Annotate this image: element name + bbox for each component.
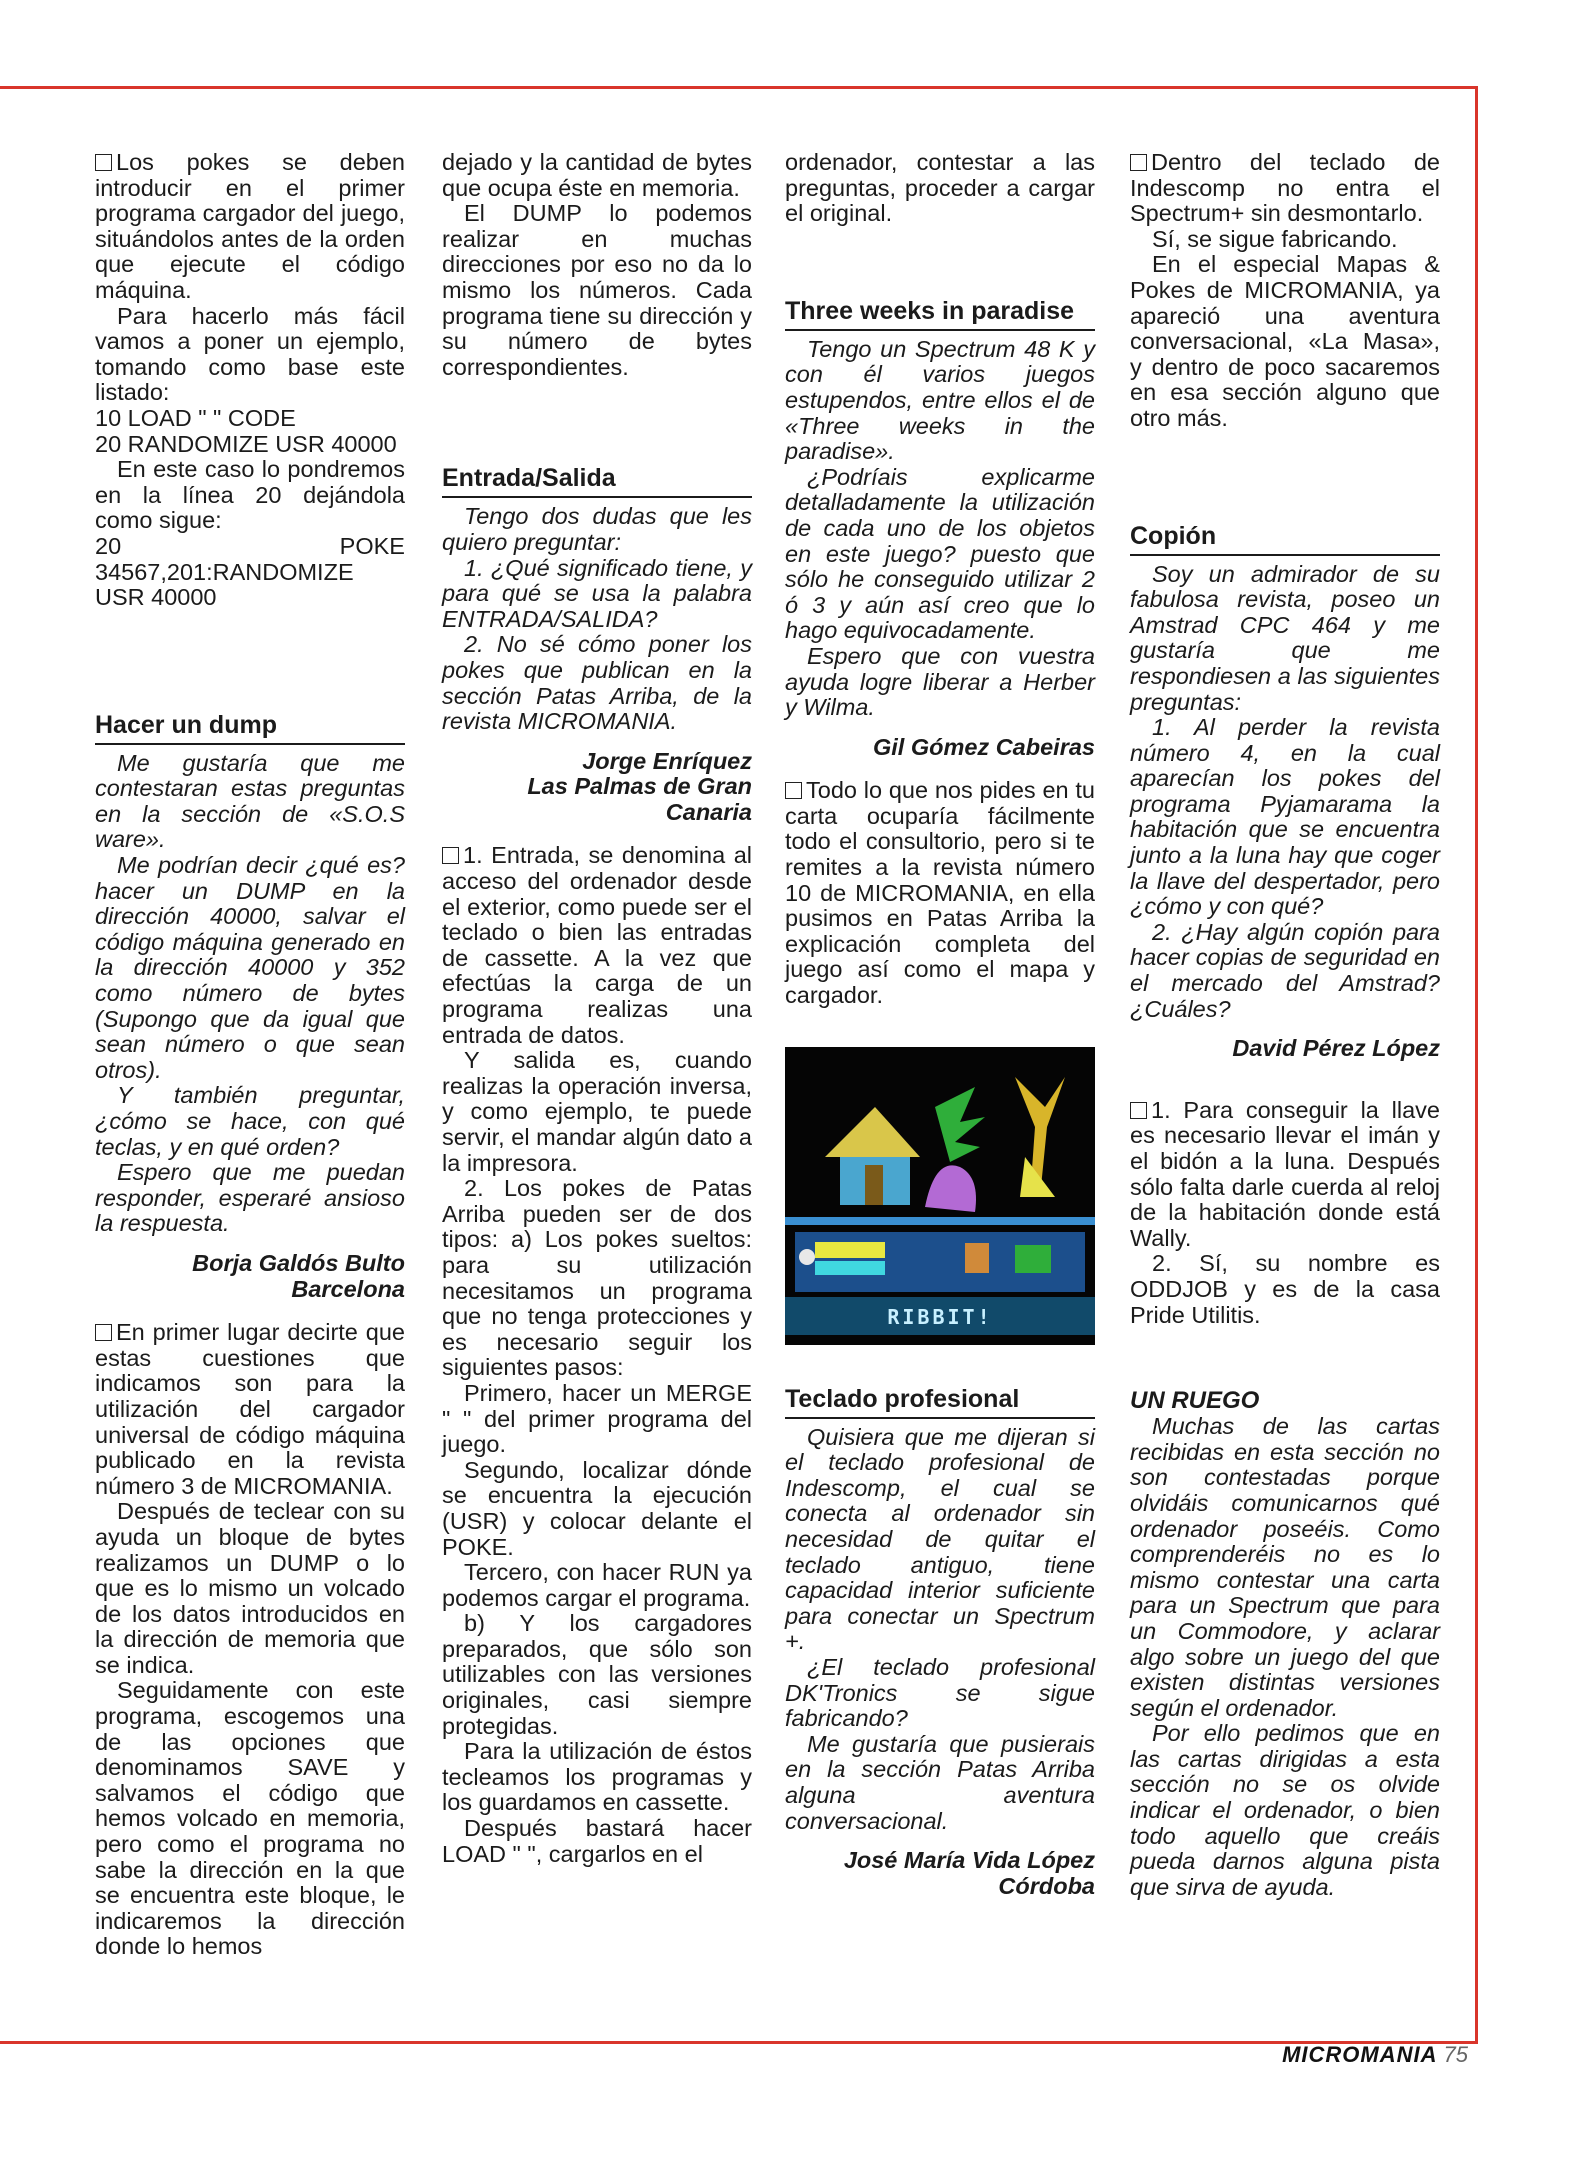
answer-box-icon bbox=[442, 847, 459, 864]
section-heading-entrada-salida: Entrada/Salida bbox=[442, 464, 752, 498]
signature: Borja Galdós Bulto Barcelona bbox=[192, 1249, 405, 1302]
column-3 bbox=[785, 150, 1095, 1899]
answer-box-icon bbox=[95, 154, 112, 171]
signature: José María Vida López Córdoba bbox=[843, 1847, 1095, 1899]
answer-paragraph: Dentro del teclado de Indescomp no entra el Spectrum+ sin desmontarlo. bbox=[1130, 149, 1440, 227]
paragraph: Para la utilización de éstos tecleamos los programas y los guardamos en cassette. bbox=[442, 1738, 752, 1816]
signature: David Pérez López bbox=[1232, 1035, 1440, 1062]
question-paragraph: Quisiera que me dijeran si el teclado profesional de Indescomp, el cual se conecta al ordenador sin necesidad de quitar el teclado antiguo, tiene capacidad interior suficiente para conectar un Spectrum +. bbox=[785, 1423, 1095, 1655]
magazine-name: MICROMANIA bbox=[1282, 2042, 1438, 2067]
code-line: 20 POKE 34567,201:RANDOMIZE USR 40000 bbox=[95, 532, 405, 611]
answer-box-icon bbox=[1130, 1102, 1147, 1119]
paragraph: 2. Sí, su nombre es ODDJOB y es de la casa Pride Utilitis. bbox=[1130, 1250, 1440, 1328]
paragraph: Primero, hacer un MERGE " " del primer programa del juego. bbox=[442, 1379, 752, 1458]
question-paragraph: Soy un admirador de su fabulosa revista, poseo un Amstrad CPC 464 y me gustaría que me respondiesen a las siguientes preguntas: bbox=[1130, 560, 1440, 715]
paragraph: ordenador, contestar a las preguntas, proceder a cargar el original. bbox=[785, 149, 1095, 227]
paragraph: Después bastará hacer LOAD " ", cargarlos en el bbox=[442, 1815, 752, 1867]
question-paragraph: Me gustaría que pusierais en la sección Patas Arriba alguna aventura conversacional. bbox=[785, 1730, 1095, 1834]
paragraph: 2. Los pokes de Patas Arriba pueden ser de dos tipos: a) Los pokes sueltos: para su utilización necesitamos un programa que no tenga protecciones y es necesario seguir los siguientes pasos: bbox=[442, 1175, 752, 1381]
paragraph: Segundo, localizar dónde se encuentra la ejecución (USR) y colocar delante el POKE. bbox=[442, 1456, 752, 1560]
column-2 bbox=[442, 150, 752, 1867]
paragraph: Seguidamente con este programa, escogemos una de las opciones que denominamos SAVE y salvamos el código que hemos volcado en memoria, pero como el programa no sabe la dirección en la que se encuentra este bloque, le indicaremos la dirección donde lo hemos bbox=[95, 1677, 405, 1960]
column-1 bbox=[95, 150, 405, 1960]
signature: Gil Gómez Cabeiras bbox=[872, 733, 1095, 760]
paragraph: En este caso lo pondremos en la línea 20 dejándola como sigue: bbox=[95, 456, 405, 534]
answer-box-icon bbox=[95, 1324, 112, 1341]
paragraph: En el especial Mapas & Pokes de MICROMANIA, ya apareció una aventura conversacional, «La Masa», y dentro de poco sacaremos en esa sección alguno que otro más. bbox=[1130, 251, 1440, 431]
paragraph: El DUMP lo podemos realizar en muchas direcciones por eso no da lo mismo los números. Cada programa tiene su dirección y su número de bytes correspondientes. bbox=[442, 200, 752, 380]
paragraph: b) Y los cargadores preparados, que sólo son utilizables con las versiones originales, casi siempre protegidas. bbox=[442, 1610, 752, 1739]
question-paragraph: Y también preguntar, ¿cómo se hace, con qué teclas, y en qué orden? bbox=[95, 1082, 405, 1160]
section-heading-three-weeks: Three weeks in paradise bbox=[785, 297, 1095, 331]
question-paragraph: 1. Al perder la revista número 4, en la cual aparecían los pokes del programa Pyjamarama la habitación que se encuentra junto a la luna hay que coger la llave del despertador, pero ¿cómo y con qué? bbox=[1130, 714, 1440, 920]
question-paragraph: ¿El teclado profesional DK'Tronics se sigue fabricando? bbox=[785, 1653, 1095, 1732]
question-paragraph: Espero que con vuestra ayuda logre liberar a Herber y Wilma. bbox=[785, 642, 1095, 721]
answer-paragraph: 1. Para conseguir la llave es necesario llevar el imán y el bidón a la luna. Después sólo falta darle cuerda al reloj de la habitación donde está Wally. bbox=[1130, 1096, 1440, 1251]
answer-paragraph: 1. Entrada, se denomina al acceso del ordenador desde el exterior, como puede ser el teclado o bien las entradas de cassette. A la vez que efectúas la carga de un programa realizas una entrada de datos. bbox=[442, 842, 752, 1048]
answer-box-icon bbox=[785, 782, 802, 799]
column-4 bbox=[1130, 150, 1440, 1900]
section-heading-copion: Copión bbox=[1130, 522, 1440, 556]
game-scene-image bbox=[785, 1047, 1095, 1345]
page-number: 75 bbox=[1443, 2042, 1468, 2067]
question-paragraph: 2. ¿Hay algún copión para hacer copias de seguridad en el mercado del Amstrad? ¿Cuáles? bbox=[1130, 918, 1440, 1022]
question-paragraph: Tengo dos dudas que les quiero preguntar: bbox=[442, 503, 752, 555]
question-paragraph: 1. ¿Qué significado tiene, y para qué se usa la palabra ENTRADA/SALIDA? bbox=[442, 554, 752, 632]
paragraph: Y salida es, cuando realizas la operación inversa, y como ejemplo, te puede servir, el mandar algún dato a la impresora. bbox=[442, 1047, 752, 1176]
question-paragraph: ¿Podríais explicarme detalladamente la utilización de cada uno de los objetos en este juego? puesto que sólo he conseguido utilizar 2 ó 3 y aún así creo que lo hago equivocadamente. bbox=[785, 463, 1095, 644]
section-heading-ruego: UN RUEGO bbox=[1130, 1387, 1260, 1415]
notice-paragraph: Muchas de las cartas recibidas en esta sección no son contestadas porque olvidáis comunicarnos qué ordenador poseéis. Como comprenderéis no es lo mismo contestar una carta para un Spectrum que para un Commodore, y aclarar algo sobre un juego del que existen distintas versiones según el ordenador. bbox=[1130, 1413, 1440, 1721]
paragraph: dejado y la cantidad de bytes que ocupa éste en memoria. bbox=[442, 149, 752, 201]
answer-paragraph: En primer lugar decirte que estas cuestiones que indicamos son para la utilización del cargador universal de código máquina publicado en la revista número 3 de MICROMANIA. bbox=[95, 1319, 405, 1499]
question-paragraph: 2. No sé cómo poner los pokes que publican en la sección Patas Arriba, de la revista MICROMANIA. bbox=[442, 631, 752, 735]
section-heading-dump: Hacer un dump bbox=[95, 711, 405, 745]
section-heading-teclado: Teclado profesional bbox=[785, 1385, 1095, 1419]
answer-paragraph: Los pokes se deben introducir en el primer programa cargador del juego, situándolos antes de la orden que ejecute el código máquina. bbox=[95, 149, 405, 303]
paragraph: Sí, se sigue fabricando. bbox=[1152, 225, 1398, 252]
signature: Jorge Enríquez Las Palmas de Gran Canaria bbox=[527, 747, 752, 825]
code-line: 20 RANDOMIZE USR 40000 bbox=[95, 430, 397, 457]
answer-box-icon bbox=[1130, 154, 1147, 171]
notice-paragraph: Por ello pedimos que en las cartas dirigidas a esta sección no se os olvide indicar el ordenador, o bien todo aquello que creáis pueda darnos alguna pista que sirva de ayuda. bbox=[1130, 1720, 1440, 1900]
question-paragraph: Tengo un Spectrum 48 K y con él varios juegos estupendos, entre ellos el de «Three weeks in the paradise». bbox=[785, 335, 1095, 465]
paragraph: Después de teclear con su ayuda un bloque de bytes realizamos un DUMP o lo que es lo mismo un volcado de los datos introducidos en la dirección de memoria que se indica. bbox=[95, 1498, 405, 1678]
question-paragraph: Me gustaría que me contestaran estas preguntas en la sección de «S.O.S ware». bbox=[95, 749, 405, 853]
code-line: 10 LOAD " " CODE bbox=[95, 404, 296, 431]
page-footer bbox=[1282, 2042, 1468, 2068]
answer-paragraph: Todo lo que nos pides en tu carta ocuparía fácilmente todo el consultorio, pero si te remites a la revista número 10 de MICROMANIA, en ella pusimos en Patas Arriba la explicación completa del juego así como el mapa y cargador. bbox=[785, 777, 1095, 1009]
paragraph: Tercero, con hacer RUN ya podemos cargar el programa. bbox=[442, 1559, 752, 1611]
question-paragraph: Espero que me puedan responder, esperaré ansioso la respuesta. bbox=[95, 1159, 405, 1237]
game-caption: RIBBIT! bbox=[887, 1304, 993, 1329]
game-screenshot bbox=[785, 1047, 1095, 1345]
question-paragraph: Me podrían decir ¿qué es? hacer un DUMP en la dirección 40000, salvar el código máquina generado en la dirección 40000 y 352 como número de bytes (Supongo que da igual que sean número o que sean otros). bbox=[95, 852, 405, 1083]
paragraph: Para hacerlo más fácil vamos a poner un ejemplo, tomando como base este listado: bbox=[95, 302, 405, 406]
